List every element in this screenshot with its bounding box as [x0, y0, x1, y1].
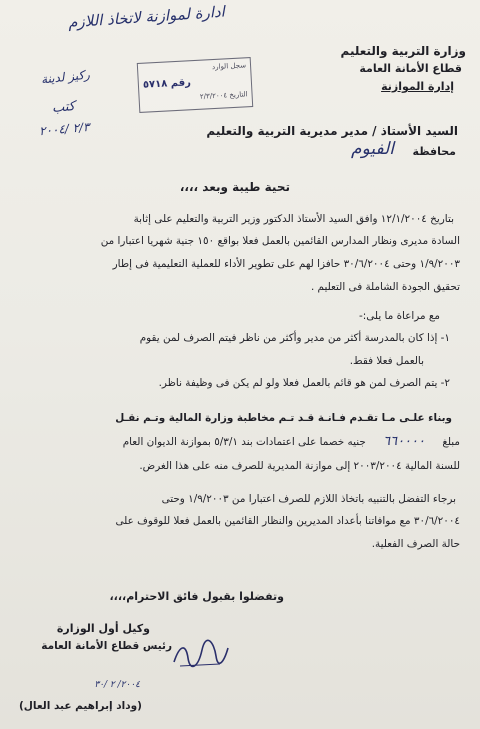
stamp-date: التاريخ ٢/٣/٢٠٠٤: [199, 90, 248, 101]
stamp-line-1: سجل الوارد: [211, 61, 247, 72]
body-p2-item1: ١- إذا كان بالمدرسة أكثر من مدير وأكثر من ناظر فيتم الصرف لمن يقوم: [139, 332, 450, 344]
signatory-title-1: وكيل أول الوزارة: [56, 622, 150, 635]
stamp-number: رقم ٥٧١٨: [142, 77, 192, 91]
body-p4-line3: حالة الصرف الفعلية.: [371, 538, 460, 550]
body-p1-line2: السادة مديرى ونظار المدارس القائمين بالعمل فعلا بواقع ١٥٠ جنية شهريا اعتبارا من: [100, 235, 460, 247]
body-p3-line3: للسنة المالية ٢٠٠٣/٢٠٠٤ إلى موازنة المديرية للصرف منه على هذا الغرض.: [139, 460, 460, 472]
signatory-title-2: رئيس قطاع الأمانة العامة: [41, 640, 172, 652]
body-p3-line2: [0, 435, 480, 449]
body-p4-line2: ٣٠/٦/٢٠٠٤ مع موافاتنا بأعداد المديرين والنظار القائمين بالعمل فعلا للوقوف على: [115, 515, 460, 527]
body-p1-line4: تحقيق الجودة الشاملة فى التعليم .: [310, 281, 460, 293]
body-p3-amount-suffix: جنيه خصما على اعتمادات بند ٥/٣/١ بموازنة الديوان العام: [122, 436, 366, 448]
body-p3-amount: ٦٦٠٠٠٠: [383, 434, 426, 449]
sector-name: قطاع الأمانة العامة: [359, 62, 462, 75]
greeting: تحية طيبة وبعد ،،،،: [179, 180, 290, 194]
body-p2-item2: ٢- يتم الصرف لمن هو قائم بالعمل فعلا ولو لم يكن فى وظيفة ناظر.: [158, 377, 450, 389]
governorate-label: محافظة: [412, 145, 456, 158]
governorate-value: الفيوم: [351, 139, 394, 159]
handwritten-left-date: ٢/٣ /٢٠٠٤: [38, 119, 91, 139]
closing: وتفضلوا بقبول فائق الاحترام،،،،: [109, 590, 284, 603]
body-p4-line1: برجاء التفضل بالتنبيه باتخاذ اللازم للصرف اعتبارا من ١/٩/٢٠٠٣ وحتى: [161, 493, 456, 505]
body-p1-line1: بتاريخ ١٢/١/٢٠٠٤ وافق السيد الأستاذ الدكتور وزير التربية والتعليم على إثابة: [133, 213, 454, 225]
body-p3-amount-prefix: مبلغ: [442, 436, 460, 448]
handwritten-left-note-2: كتب: [51, 99, 76, 116]
handwritten-left-note: ركيز لدينة: [40, 67, 91, 87]
ministry-name: وزارة التربية والتعليم: [340, 44, 466, 58]
department-name: إدارة الموازنة: [381, 80, 454, 93]
body-p2-item1-cont: بالعمل فعلا فقط.: [349, 355, 424, 367]
addressee-line: السيد الأستاذ / مدير مديرية التربية والتعليم: [206, 124, 458, 138]
body-p1-line3: ١/٩/٢٠٠٣ وحتى ٣٠/٦/٢٠٠٤ حافزا لهم على تطوير الأداء للعملية التعليمية فى إطار: [112, 258, 460, 270]
body-p2-intro: مع مراعاة ما يلى:-: [359, 310, 440, 322]
handwritten-signature: [170, 638, 230, 670]
signature-date: ٢٠٠٤/ ٢ /٣٠: [94, 680, 140, 690]
signatory-name: (وداد إبراهيم عبد العال): [19, 700, 142, 712]
handwritten-top-note: ادارة لموازنة لاتخاذ اللازم: [67, 2, 226, 32]
incoming-stamp: [137, 57, 253, 113]
body-p3-line1: وبناء علـى مـا تقـدم فـانـة قـد تـم مخاطبة وزارة المالية وتـم نقـل: [115, 412, 452, 424]
